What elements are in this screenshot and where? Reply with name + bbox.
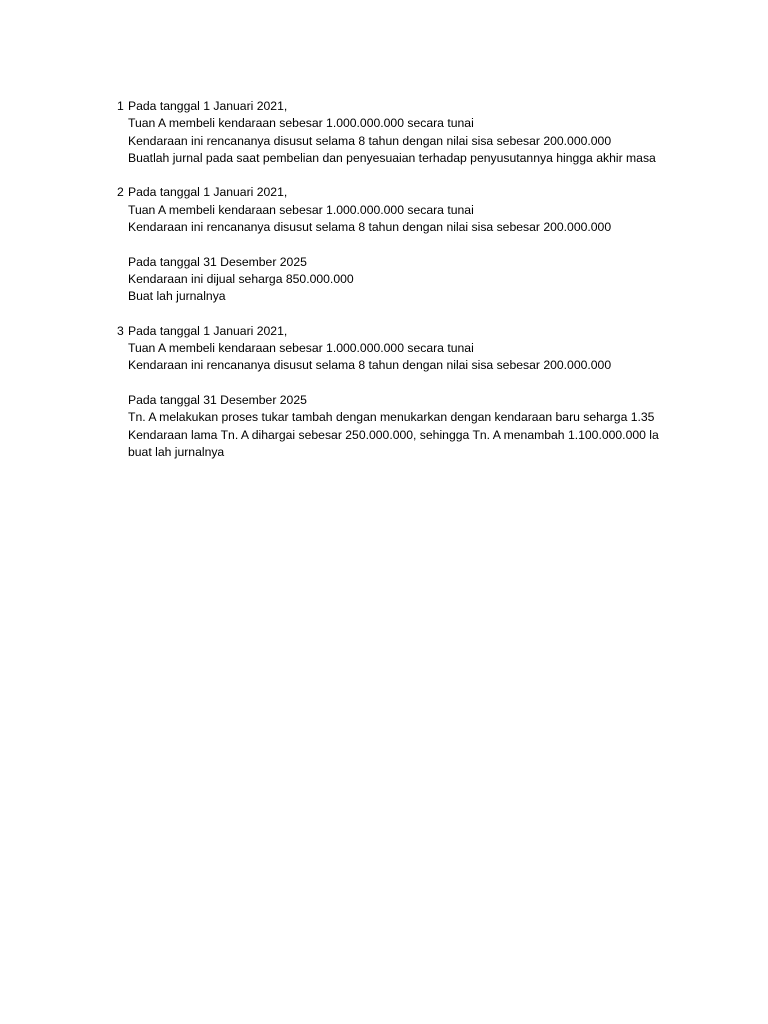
problem-text: Kendaraan ini rencananya disusut selama 8 tahun dengan nilai sisa sebesar 200.000.000	[128, 220, 612, 235]
problem-2-line-2	[110, 202, 686, 219]
problem-text: Pada tanggal 31 Desember 2025	[128, 254, 307, 269]
problem-number: 3	[117, 323, 124, 338]
problem-1-line-2	[110, 115, 686, 132]
problem-3-line-1	[110, 323, 686, 340]
problem-2-line-1	[110, 184, 686, 201]
problem-text: Tuan A membeli kendaraan sebesar 1.000.000.000 secara tunai	[128, 341, 474, 356]
problem-2-line-7	[110, 288, 686, 305]
blank-row	[110, 167, 686, 184]
problem-2-line-4	[110, 236, 686, 253]
problem-3-line-3	[110, 357, 686, 374]
problem-text: Tn. A melakukan proses tukar tambah dengan menukarkan dengan kendaraan baru seharga 1.35	[128, 410, 655, 425]
problem-3-line-7	[110, 427, 686, 444]
problem-text: Kendaraan ini rencananya disusut selama 8 tahun dengan nilai sisa sebesar 200.000.000	[128, 358, 612, 373]
problem-text: Tuan A membeli kendaraan sebesar 1.000.000.000 secara tunai	[128, 116, 474, 131]
problem-number: 1	[117, 99, 124, 113]
problem-number: 2	[117, 185, 124, 200]
problem-text: Pada tanggal 1 Januari 2021,	[128, 323, 288, 338]
problem-1-line-4	[110, 150, 686, 167]
problem-2-line-6	[110, 271, 686, 288]
problem-list	[110, 98, 686, 461]
problem-text: buat lah jurnalnya	[128, 444, 225, 459]
problem-text: Pada tanggal 1 Januari 2021,	[128, 99, 288, 113]
problem-text: Pada tanggal 1 Januari 2021,	[128, 185, 288, 200]
problem-text: Kendaraan lama Tn. A dihargai sebesar 250.000.000, sehingga Tn. A menambah 1.100.000.000 la	[128, 427, 659, 442]
problem-text: Kendaraan ini rencananya disusut selama 8 tahun dengan nilai sisa sebesar 200.000.000	[128, 133, 612, 148]
problem-3-line-4	[110, 375, 686, 392]
problem-text: Pada tanggal 31 Desember 2025	[128, 393, 307, 408]
problem-2-line-3	[110, 219, 686, 236]
problem-3-line-6	[110, 409, 686, 426]
problem-3-line-2	[110, 340, 686, 357]
problem-text: Buat lah jurnalnya	[128, 289, 226, 304]
problem-text: Kendaraan ini dijual seharga 850.000.000	[128, 271, 354, 286]
problem-1-line-3	[110, 133, 686, 150]
problem-3-line-5	[110, 392, 686, 409]
problem-1-line-1	[110, 98, 686, 115]
problem-3-line-8	[110, 444, 686, 461]
problem-text: Buatlah jurnal pada saat pembelian dan penyesuaian terhadap penyusutannya hingga akhir masa	[128, 150, 656, 165]
problem-2-line-5	[110, 254, 686, 271]
problem-text: Tuan A membeli kendaraan sebesar 1.000.000.000 secara tunai	[128, 202, 474, 217]
blank-row	[110, 306, 686, 323]
